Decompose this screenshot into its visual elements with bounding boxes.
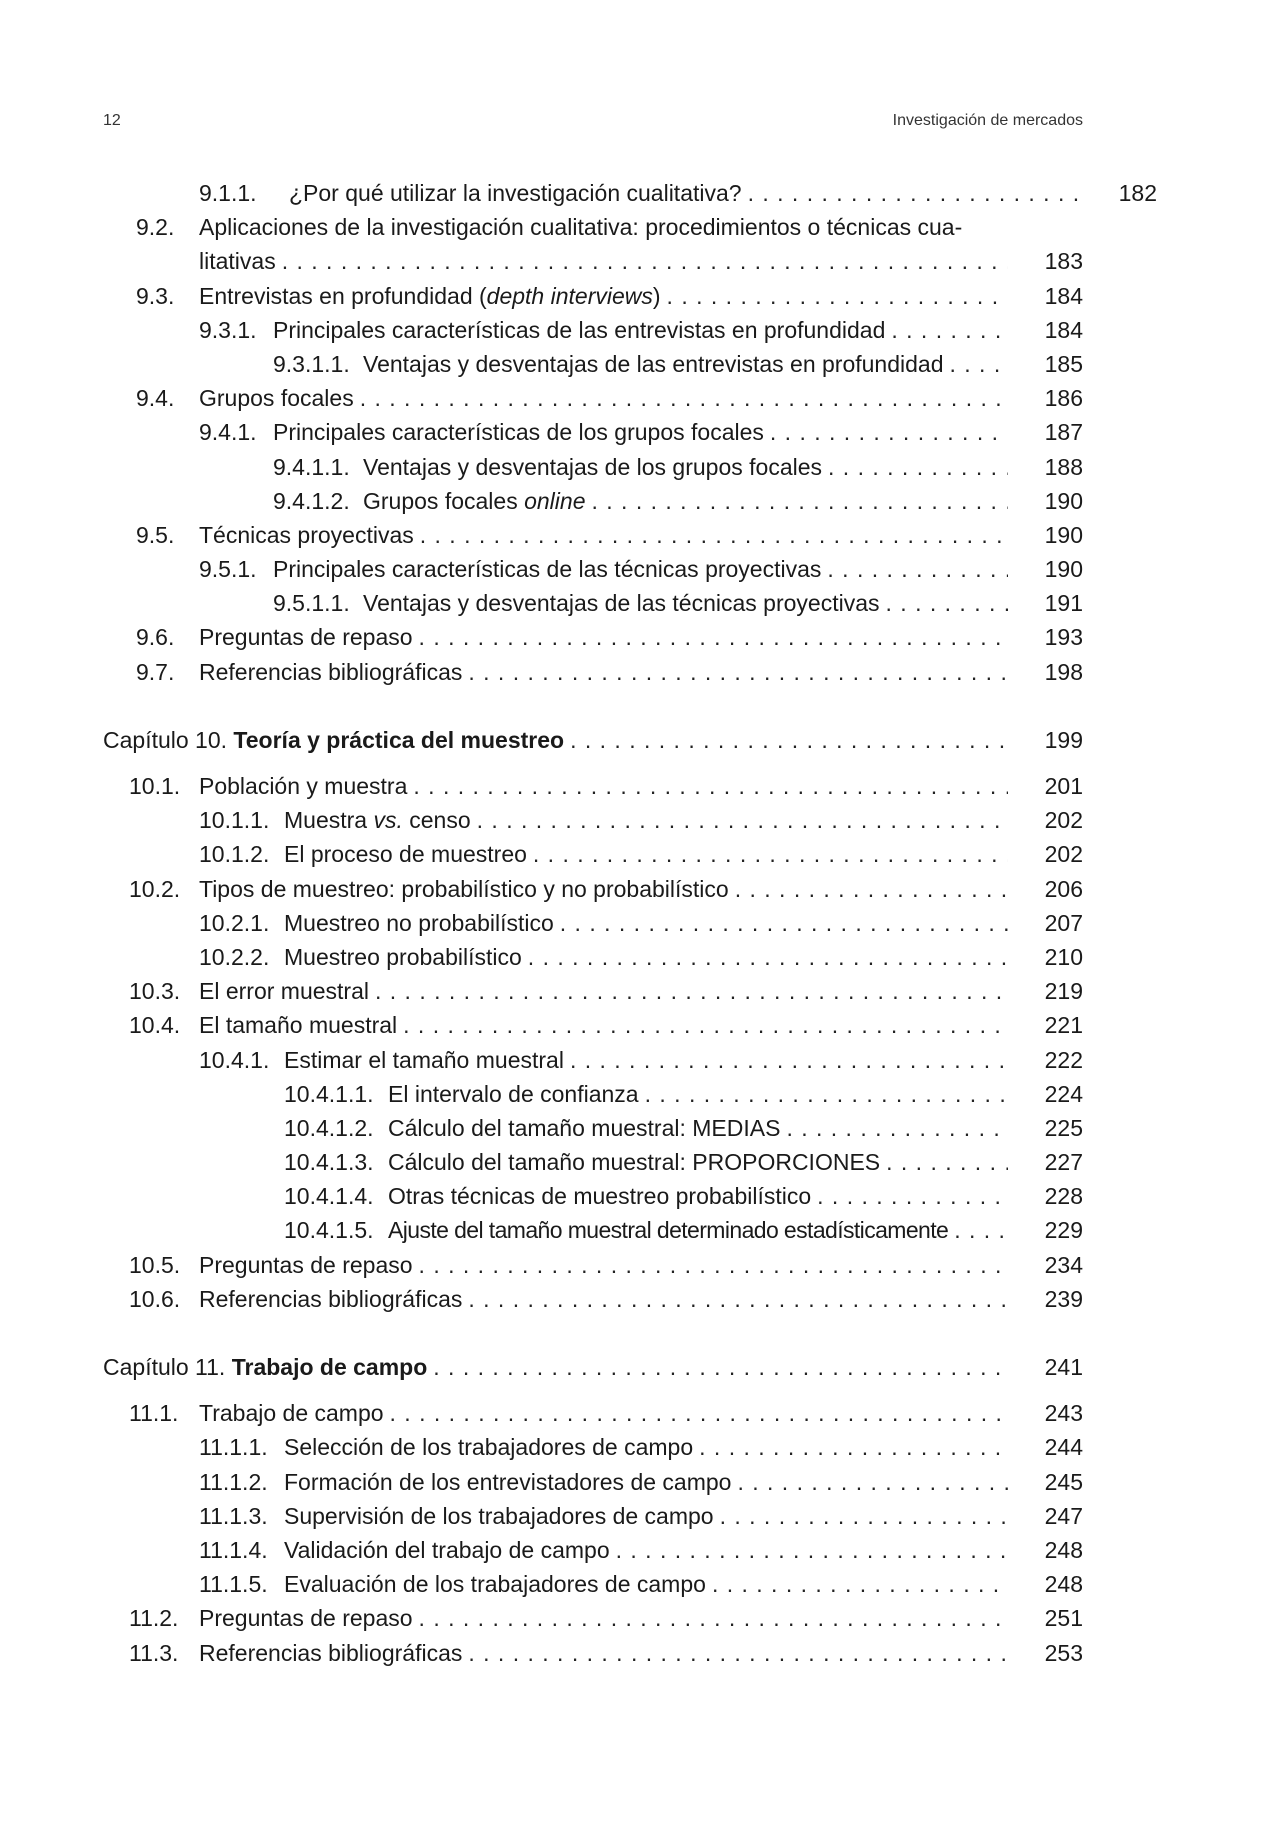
dot-leader (528, 940, 1008, 974)
toc-entry[interactable] (103, 1636, 1083, 1670)
toc-entry[interactable] (103, 1213, 1083, 1247)
entry-title: Muestreo probabilístico (284, 943, 522, 970)
section-spacer (103, 689, 1083, 723)
entry-number: 11.1.1. (199, 1434, 268, 1461)
dot-leader (827, 552, 1008, 586)
entry-title: Otras técnicas de muestreo probabilístico (388, 1183, 812, 1210)
toc-entry[interactable] (103, 1567, 1083, 1601)
toc-entry[interactable] (103, 518, 1083, 552)
toc-entry[interactable] (103, 1077, 1083, 1111)
entry-number: 11.1.5. (199, 1571, 268, 1598)
dot-leader (667, 279, 1008, 313)
entry-page: 219 (1044, 978, 1083, 1005)
dot-leader (886, 586, 1008, 620)
dot-leader (560, 906, 1008, 940)
entry-page: 185 (1044, 350, 1083, 377)
entry-number: 11.1.3. (199, 1502, 268, 1529)
toc-entry[interactable] (103, 210, 1083, 244)
entry-title: Cálculo del tamaño muestral: MEDIAS (388, 1114, 781, 1141)
toc-entry[interactable] (103, 415, 1083, 449)
entry-title: Grupos focales (199, 385, 354, 412)
entry-page: 248 (1044, 1571, 1083, 1598)
section-spacer (103, 1316, 1083, 1350)
dot-leader (735, 872, 1008, 906)
entry-page: 222 (1044, 1046, 1083, 1073)
toc-entry[interactable] (103, 1145, 1083, 1179)
entry-page: 187 (1044, 419, 1083, 446)
dot-leader (886, 1145, 1008, 1179)
entry-title: Técnicas proyectivas (199, 521, 414, 548)
entry-page: 202 (1044, 841, 1083, 868)
entry-number: 10.3. (129, 978, 181, 1005)
entry-page: 190 (1044, 556, 1083, 583)
dot-leader (645, 1077, 1008, 1111)
entry-page: 184 (1044, 316, 1083, 343)
entry-title: Población y muestra (199, 773, 408, 799)
entry-title: litativas (199, 248, 276, 275)
entry-page: 227 (1044, 1149, 1083, 1176)
entry-title: El tamaño muestral (199, 1012, 398, 1039)
table-of-contents (103, 176, 1157, 1670)
entry-title: Validación del trabajo de campo (284, 1536, 610, 1563)
entry-page: 239 (1044, 1285, 1083, 1312)
dot-leader (420, 518, 1008, 552)
entry-page: 245 (1044, 1468, 1083, 1495)
dot-leader (770, 415, 1008, 449)
dot-leader (390, 1396, 1008, 1430)
toc-entry[interactable] (103, 1533, 1083, 1567)
entry-number: 10.4.1.3. (284, 1149, 374, 1176)
dot-leader (954, 1213, 1008, 1247)
entry-page: 221 (1044, 1012, 1083, 1039)
entry-number: 9.5. (136, 521, 175, 548)
entry-title: Entrevistas en profundidad (depth interviews) (199, 282, 661, 309)
toc-entry[interactable] (29, 176, 1157, 210)
dot-leader (360, 381, 1008, 415)
entry-number: 10.2.1. (199, 909, 270, 936)
dot-leader (419, 1248, 1008, 1282)
entry-title: Aplicaciones de la investigación cualitativa: procedimientos o técnicas cua- (199, 214, 963, 241)
entry-page: 186 (1044, 385, 1083, 412)
entry-title: Muestra vs. censo (284, 807, 471, 834)
dot-leader (720, 1499, 1008, 1533)
section-spacer (103, 757, 1083, 769)
toc-entry[interactable] (103, 552, 1083, 586)
entry-number: 11.3. (129, 1639, 179, 1666)
dot-leader (748, 176, 1082, 210)
entry-number: 9.6. (136, 624, 175, 651)
entry-number: 10.5. (129, 1251, 181, 1278)
entry-page: 248 (1044, 1536, 1083, 1563)
entry-number: 10.1.2. (199, 841, 270, 868)
entry-title: Referencias bibliográficas (199, 1639, 463, 1666)
toc-entry[interactable] (103, 1601, 1083, 1635)
entry-page: 241 (1044, 1354, 1083, 1380)
dot-leader (468, 1282, 1008, 1316)
entry-page: 183 (1044, 248, 1083, 275)
entry-title: Selección de los trabajadores de campo (284, 1434, 694, 1461)
entry-page: 193 (1044, 624, 1083, 651)
entry-number: 10.4.1.4. (284, 1183, 374, 1210)
entry-page: 201 (1044, 773, 1083, 799)
toc-entry[interactable] (103, 1465, 1083, 1499)
toc-entry[interactable] (103, 872, 1083, 906)
entry-page: 234 (1044, 1251, 1083, 1278)
dot-leader (468, 1636, 1008, 1670)
toc-entry-continued[interactable] (103, 244, 1083, 278)
entry-number: 11.1.4. (199, 1536, 268, 1563)
toc-entry[interactable] (103, 769, 1083, 803)
entry-title: Referencias bibliográficas (199, 658, 463, 685)
dot-leader (828, 450, 1008, 484)
entry-page: 225 (1044, 1114, 1083, 1141)
toc-entry[interactable] (103, 1043, 1083, 1077)
entry-page: 251 (1044, 1605, 1083, 1632)
dot-leader (570, 1043, 1008, 1077)
dot-leader (477, 803, 1008, 837)
entry-number: 10.4.1.2. (284, 1114, 374, 1141)
entry-number: 9.4.1. (199, 419, 257, 446)
entry-number: 10.6. (129, 1285, 181, 1312)
toc-entry[interactable] (103, 620, 1083, 654)
entry-number: 9.3. (136, 282, 175, 309)
entry-title: Ventajas y desventajas de las entrevistas en profundidad (363, 350, 944, 377)
entry-title: Trabajo de campo (199, 1400, 384, 1427)
entry-number: 10.4.1.5. (284, 1217, 374, 1244)
entry-title: Preguntas de repaso (199, 624, 413, 651)
dot-leader (591, 484, 1008, 518)
entry-title: Supervisión de los trabajadores de campo (284, 1502, 714, 1529)
toc-entry[interactable] (103, 1008, 1083, 1042)
book-title: Investigación de mercados (892, 112, 1083, 129)
toc-entry[interactable] (103, 586, 1083, 620)
entry-page: 243 (1044, 1400, 1083, 1427)
entry-page: 206 (1044, 875, 1083, 902)
dot-leader (403, 1008, 1008, 1042)
entry-number: 9.1.1. (199, 180, 257, 206)
entry-number: 10.4.1. (199, 1046, 270, 1073)
dot-leader (737, 1465, 1008, 1499)
entry-number: 9.5.1.1. (273, 590, 350, 617)
entry-page: 207 (1044, 909, 1083, 936)
dot-leader (950, 347, 1009, 381)
running-header (103, 112, 1083, 136)
page-number: 12 (103, 112, 121, 129)
toc-entry[interactable] (103, 655, 1083, 689)
entry-number: 11.1. (129, 1400, 179, 1427)
entry-number: 10.1.1. (199, 807, 270, 834)
entry-number: 10.4.1.1. (284, 1080, 374, 1107)
dot-leader (375, 974, 1008, 1008)
entry-title: Ventajas y desventajas de los grupos focales (363, 453, 823, 480)
section-spacer (103, 1384, 1083, 1396)
entry-title: El intervalo de confianza (388, 1080, 639, 1107)
entry-title: Evaluación de los trabajadores de campo (284, 1571, 706, 1598)
dot-leader (891, 313, 1008, 347)
chapter-title: Capítulo 11. Trabajo de campo (103, 1354, 428, 1380)
toc-entry[interactable] (103, 1499, 1083, 1533)
dot-leader (533, 837, 1008, 871)
entry-number: 9.4.1.1. (273, 453, 350, 480)
entry-page: 182 (1118, 180, 1157, 206)
dot-leader (419, 1601, 1008, 1635)
toc-entry[interactable] (103, 279, 1083, 313)
entry-page: 244 (1044, 1434, 1083, 1461)
entry-number: 11.2. (129, 1605, 179, 1632)
toc-chapter-10[interactable] (103, 723, 1083, 757)
toc-entry[interactable] (103, 1248, 1083, 1282)
toc-entry[interactable] (103, 1282, 1083, 1316)
entry-title: Grupos focales online (363, 487, 586, 514)
entry-number: 10.4. (129, 1012, 181, 1039)
toc-entry[interactable] (103, 450, 1083, 484)
toc-entry[interactable] (103, 940, 1083, 974)
entry-title: Cálculo del tamaño muestral: PROPORCIONES (388, 1149, 881, 1176)
entry-title: Ajuste del tamaño muestral determinado estadísticamente (388, 1217, 949, 1244)
entry-page: 199 (1044, 726, 1083, 753)
entry-page: 190 (1044, 487, 1083, 514)
entry-page: 198 (1044, 658, 1083, 685)
entry-title: El error muestral (199, 978, 369, 1005)
dot-leader (413, 769, 1008, 803)
dot-leader (468, 655, 1008, 689)
dot-leader (699, 1430, 1008, 1464)
entry-title: Referencias bibliográficas (199, 1285, 463, 1312)
entry-page: 190 (1044, 521, 1083, 548)
toc-entry[interactable] (103, 803, 1083, 837)
toc-entry[interactable] (103, 837, 1083, 871)
entry-title: Preguntas de repaso (199, 1251, 413, 1278)
entry-title: El proceso de muestreo (284, 841, 527, 868)
entry-title: Ventajas y desventajas de las técnicas proyectivas (363, 590, 880, 617)
entry-title: Estimar el tamaño muestral (284, 1046, 564, 1073)
entry-title: Muestreo no probabilístico (284, 909, 554, 936)
entry-page: 224 (1044, 1080, 1083, 1107)
entry-number: 9.2. (136, 214, 175, 241)
dot-leader (786, 1111, 1008, 1145)
entry-page: 247 (1044, 1502, 1083, 1529)
entry-title: Tipos de muestreo: probabilístico y no probabilístico (199, 875, 729, 902)
dot-leader (570, 723, 1008, 757)
dot-leader (616, 1533, 1008, 1567)
entry-page: 191 (1044, 590, 1083, 617)
toc-entry[interactable] (103, 347, 1083, 381)
toc-entry[interactable] (103, 313, 1083, 347)
dot-leader (712, 1567, 1008, 1601)
entry-title: Principales características de los grupos focales (273, 419, 764, 446)
entry-title: Preguntas de repaso (199, 1605, 413, 1632)
entry-title: Principales características de las técnicas proyectivas (273, 556, 822, 583)
dot-leader (817, 1179, 1008, 1213)
dot-leader (419, 620, 1008, 654)
entry-page: 253 (1044, 1639, 1083, 1666)
toc-entry[interactable] (103, 906, 1083, 940)
toc-entry[interactable] (103, 484, 1083, 518)
entry-page: 228 (1044, 1183, 1083, 1210)
entry-number: 9.7. (136, 658, 175, 685)
toc-chapter-11[interactable] (103, 1350, 1083, 1384)
toc-entry[interactable] (103, 974, 1083, 1008)
entry-number: 11.1.2. (199, 1468, 268, 1495)
toc-entry[interactable] (103, 1179, 1083, 1213)
entry-title: Formación de los entrevistadores de campo (284, 1468, 732, 1495)
entry-page: 202 (1044, 807, 1083, 834)
chapter-title: Capítulo 10. Teoría y práctica del muestreo (103, 726, 565, 753)
dot-leader (433, 1350, 1008, 1384)
entry-page: 188 (1044, 453, 1083, 480)
entry-number: 9.3.1. (199, 316, 257, 343)
entry-page: 229 (1044, 1217, 1083, 1244)
toc-entry[interactable] (103, 1396, 1083, 1430)
entry-number: 9.4. (136, 385, 175, 412)
entry-page: 210 (1044, 943, 1083, 970)
entry-number: 9.5.1. (199, 556, 257, 583)
toc-entry[interactable] (103, 1430, 1083, 1464)
toc-entry[interactable] (103, 381, 1083, 415)
entry-page: 184 (1044, 282, 1083, 309)
entry-number: 10.2. (129, 875, 181, 902)
toc-entry[interactable] (103, 1111, 1083, 1145)
entry-title: Principales características de las entrevistas en profundidad (273, 316, 886, 343)
entry-number: 10.2.2. (199, 943, 270, 970)
entry-number: 10.1. (129, 773, 181, 799)
entry-title: ¿Por qué utilizar la investigación cualitativa? (289, 180, 742, 206)
dot-leader (282, 244, 1008, 278)
entry-number: 9.4.1.2. (273, 487, 350, 514)
entry-number: 9.3.1.1. (273, 350, 350, 377)
